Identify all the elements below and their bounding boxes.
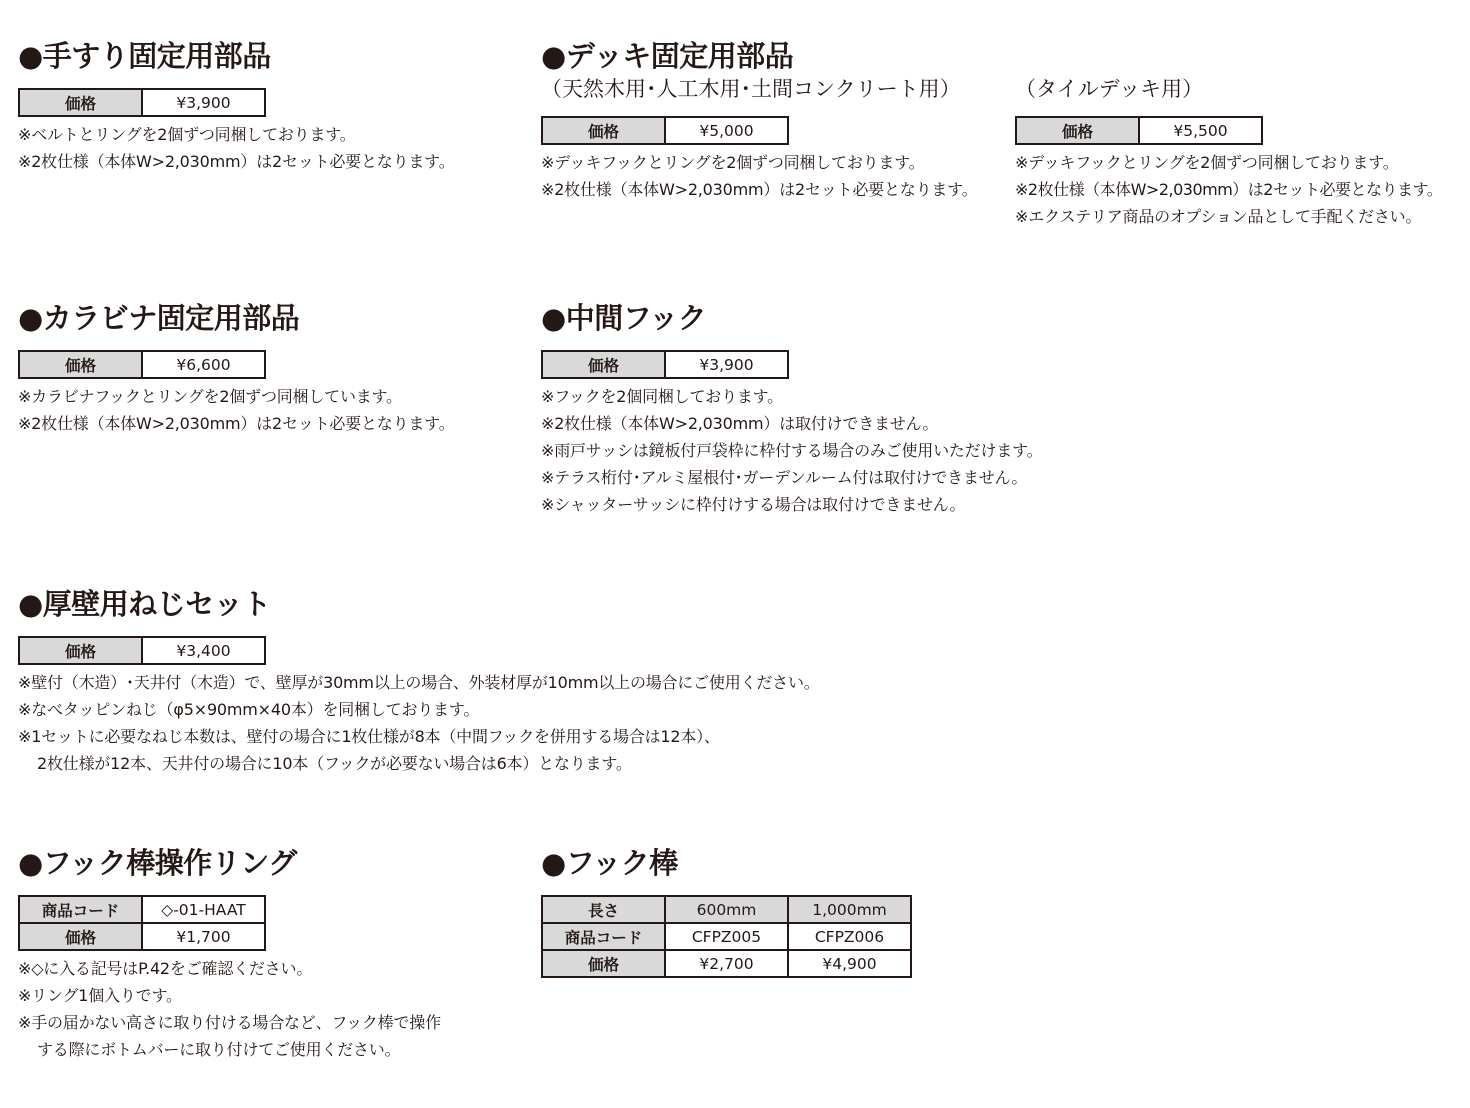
notes xyxy=(18,121,455,175)
price-value: ¥3,400 xyxy=(142,637,265,664)
note: ※テラス桁付･アルミ屋根付･ガーデンルーム付は取付けできません。 xyxy=(541,468,1028,487)
section-title: ●フック棒 xyxy=(541,846,678,880)
note: ※フックを2個同梱しております。 xyxy=(541,387,783,406)
price-table xyxy=(18,636,266,665)
section-title: ●デッキ固定用部品 xyxy=(541,39,794,73)
price-table xyxy=(18,350,266,379)
length-label: 長さ xyxy=(542,896,665,923)
price-value: ¥5,000 xyxy=(665,117,788,144)
price-value: ¥2,700 xyxy=(665,950,788,977)
note: ※カラビナフックとリングを2個ずつ同梱しています。 xyxy=(18,387,402,406)
spec-table xyxy=(18,895,266,951)
code-value: CFPZ005 xyxy=(665,923,788,950)
deck-wood xyxy=(541,75,978,203)
note: ※2枚仕様（本体W>2,030mm）は2セット必要となります。 xyxy=(541,180,978,199)
note: ※なべタッピンねじ（φ5×90mm×40本）を同梱しております。 xyxy=(18,700,480,719)
note: ※◇に入る記号はP.42をご確認ください。 xyxy=(18,959,313,978)
section-title: ●手すり固定用部品 xyxy=(18,39,271,73)
note: ※ベルトとリングを2個ずつ同梱しております。 xyxy=(18,125,356,144)
price-value: ¥4,900 xyxy=(788,950,911,977)
price-value: ¥5,500 xyxy=(1139,117,1262,144)
price-value: ¥3,900 xyxy=(142,89,265,116)
price-value: ¥6,600 xyxy=(142,351,265,378)
section-screw-set xyxy=(18,586,820,777)
section-hook-rod xyxy=(541,845,912,978)
note: ※2枚仕様（本体W>2,030mm）は取付けできません。 xyxy=(541,414,939,433)
section-subtitle: （天然木用･人工木用･土間コンクリート用） xyxy=(541,77,961,101)
price-value: ¥3,900 xyxy=(665,351,788,378)
price-label: 価格 xyxy=(542,117,665,144)
length-value: 1,000mm xyxy=(788,896,911,923)
note: ※リング1個入りです。 xyxy=(18,986,182,1005)
code-label: 商品コード xyxy=(19,896,142,923)
note: ※デッキフックとリングを2個ずつ同梱しております。 xyxy=(1015,153,1399,172)
section-handrail xyxy=(18,38,455,175)
note: ※2枚仕様（本体W>2,030mm）は2セット必要となります。 xyxy=(18,414,455,433)
code-label: 商品コード xyxy=(542,923,665,950)
price-label: 価格 xyxy=(542,950,665,977)
price-label: 価格 xyxy=(1016,117,1139,144)
deck-tile xyxy=(1015,75,1442,230)
note: ※シャッターサッシに枠付けする場合は取付けできません。 xyxy=(541,495,966,514)
section-title: ●中間フック xyxy=(541,301,707,335)
price-table xyxy=(541,350,789,379)
note: ※エクステリア商品のオプション品として手配ください。 xyxy=(1015,207,1422,226)
note: ※2枚仕様（本体W>2,030mm）は2セット必要となります。 xyxy=(1015,180,1443,199)
note: ※雨戸サッシは鏡板付戸袋枠に枠付する場合のみご使用いただけます。 xyxy=(541,441,1043,460)
section-title: ●フック棒操作リング xyxy=(18,846,297,880)
section-middle-hook xyxy=(541,300,1042,518)
note: する際にボトムバーに取り付けてご使用ください。 xyxy=(37,1040,401,1059)
notes xyxy=(18,955,441,1063)
note: ※2枚仕様（本体W>2,030mm）は2セット必要となります。 xyxy=(18,152,455,171)
note: ※1セットに必要なねじ本数は、壁付の場合に1枚仕様が8本（中間フックを併用する場合は12本）、 xyxy=(18,727,720,746)
section-title: ●厚壁用ねじセット xyxy=(18,587,271,621)
price-label: 価格 xyxy=(542,351,665,378)
price-label: 価格 xyxy=(19,637,142,664)
notes xyxy=(541,149,978,203)
price-label: 価格 xyxy=(19,923,142,950)
note: ※デッキフックとリングを2個ずつ同梱しております。 xyxy=(541,153,925,172)
price-table xyxy=(18,88,266,117)
section-deck xyxy=(541,38,793,74)
price-value: ¥1,700 xyxy=(142,923,265,950)
price-table xyxy=(1015,116,1263,145)
price-label: 価格 xyxy=(19,351,142,378)
price-label: 価格 xyxy=(19,89,142,116)
notes xyxy=(1015,149,1442,230)
notes xyxy=(18,669,820,777)
section-subtitle: （タイルデッキ用） xyxy=(1015,77,1204,101)
section-title: ●カラビナ固定用部品 xyxy=(18,301,300,335)
notes xyxy=(541,383,1042,518)
code-value: ◇-01-HAAT xyxy=(142,896,265,923)
note: ※手の届かない高さに取り付ける場合など、フック棒で操作 xyxy=(18,1013,441,1032)
notes xyxy=(18,383,455,437)
spec-table xyxy=(541,895,912,978)
note: 2枚仕様が12本、天井付の場合に10本（フックが必要ない場合は6本）となります。 xyxy=(37,754,632,773)
section-carabiner xyxy=(18,300,455,437)
price-table xyxy=(541,116,789,145)
length-value: 600mm xyxy=(665,896,788,923)
note: ※壁付（木造）･天井付（木造）で、壁厚が30mm以上の場合、外装材厚が10mm以上の場合にご使用ください。 xyxy=(18,673,820,692)
section-ring xyxy=(18,845,441,1063)
code-value: CFPZ006 xyxy=(788,923,911,950)
